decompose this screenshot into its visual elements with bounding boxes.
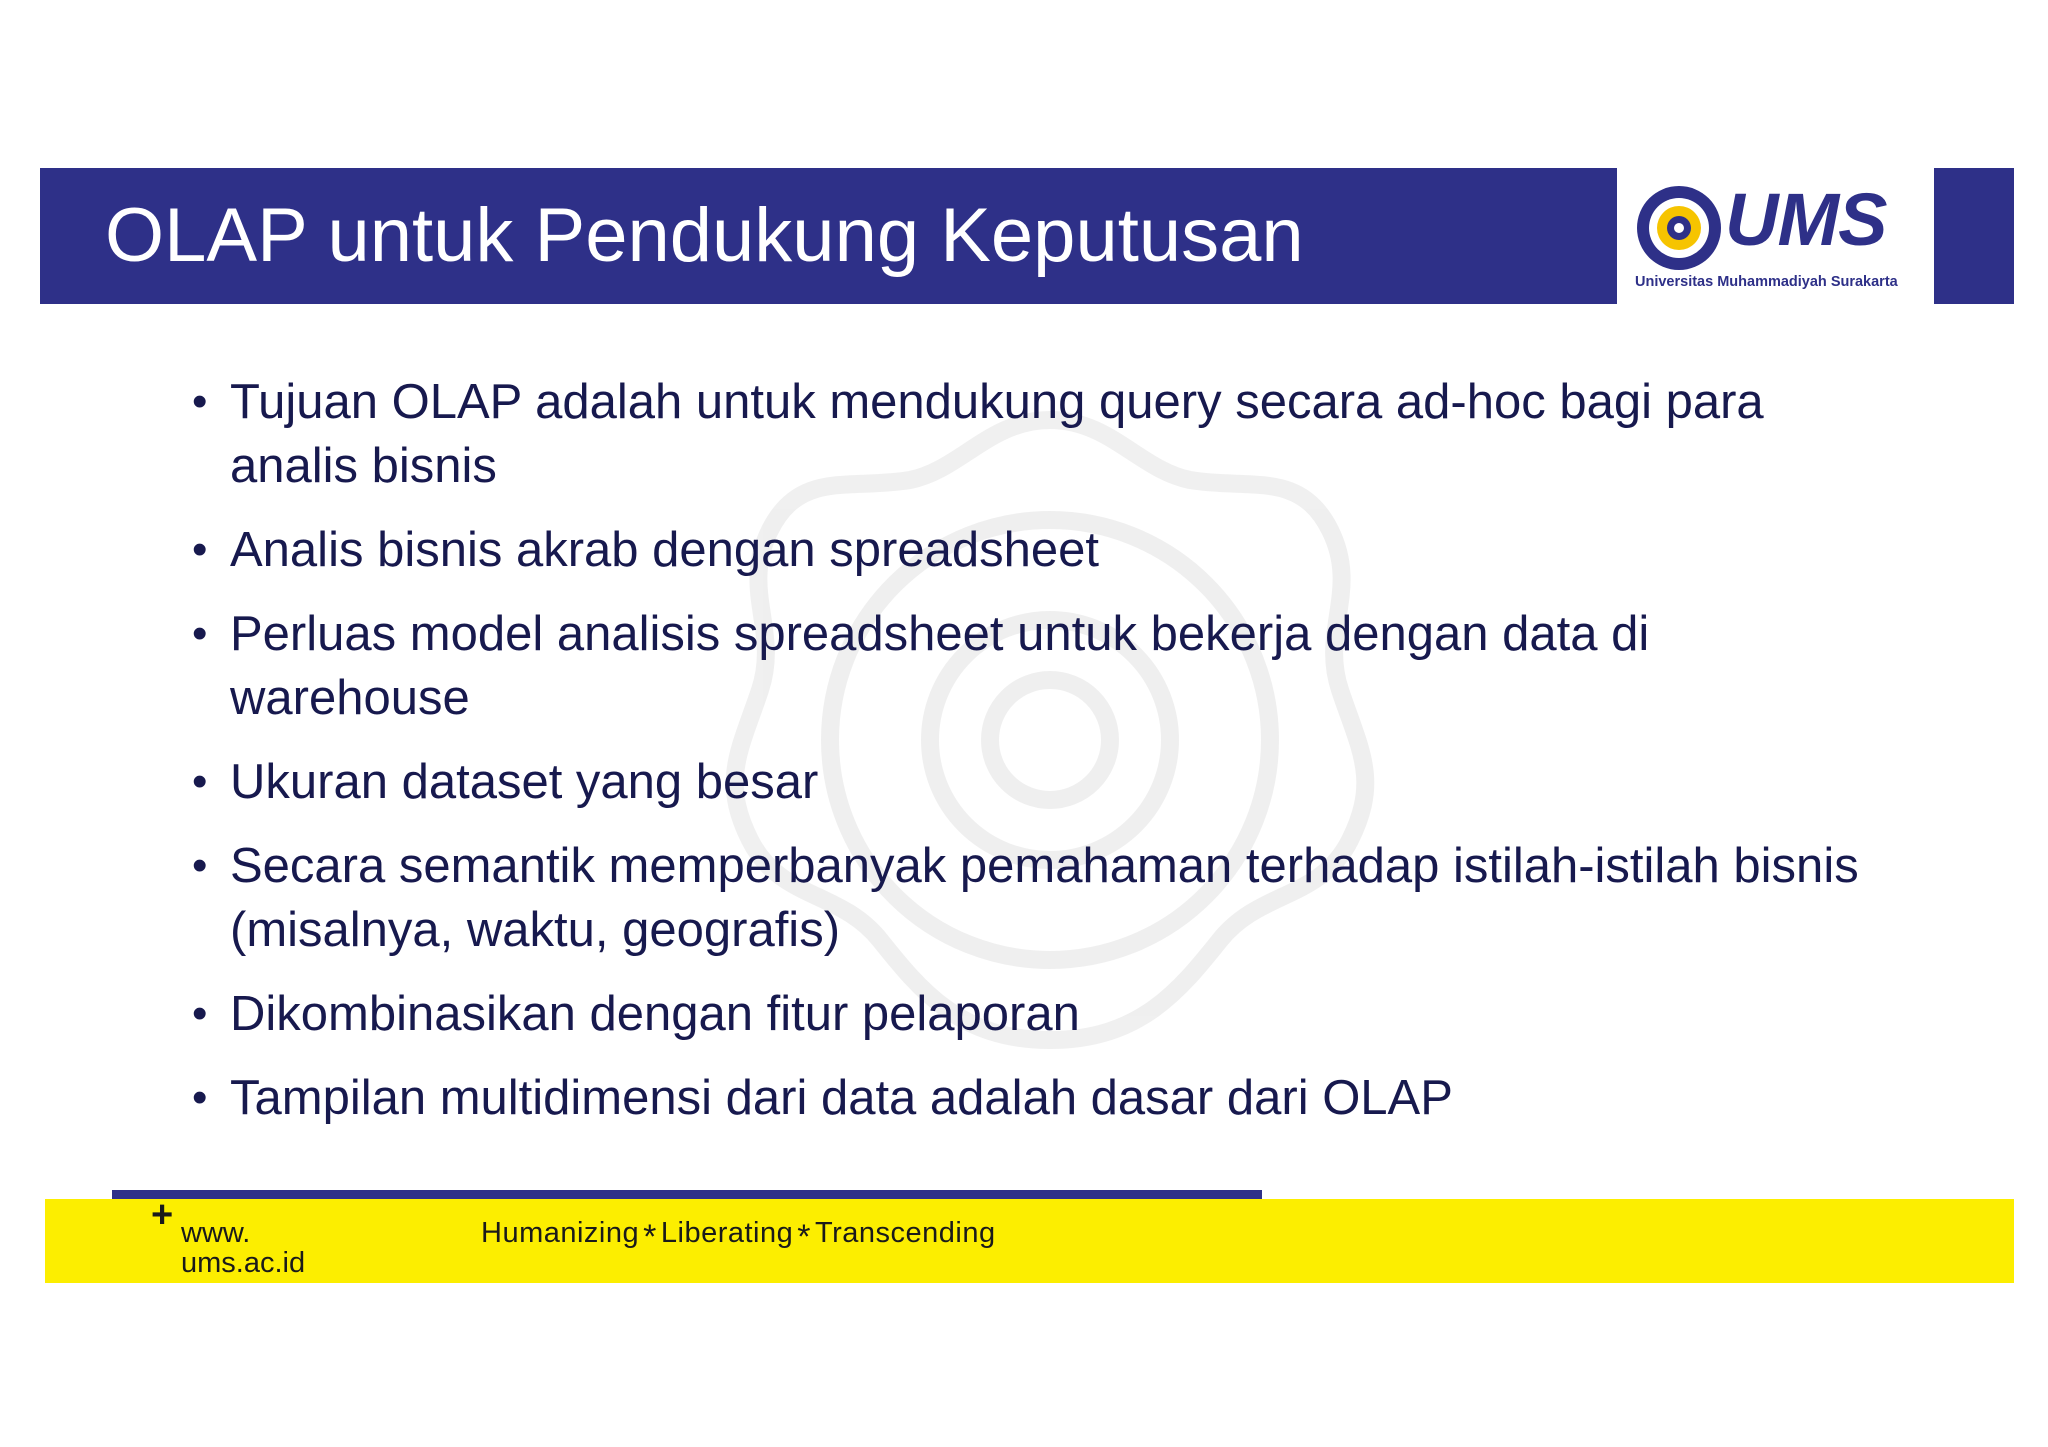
bullet-text: Tujuan OLAP adalah untuk mendukung query secara ad-hoc bagi para analis bisnis — [230, 375, 1764, 493]
bullet-icon: • — [192, 1073, 208, 1122]
footer-url-line2: ums.ac.id — [181, 1247, 306, 1279]
slide-title: OLAP untuk Pendukung Keputusan — [105, 193, 1304, 278]
bullet-text: Secara semantik memperbanyak pemahaman terhadap istilah-istilah bisnis (misalnya, waktu, geografis) — [230, 839, 1859, 957]
bullet-text: Analis bisnis akrab dengan spreadsheet — [230, 523, 1099, 577]
bullet-item — [188, 750, 1888, 814]
title-bar-right-block — [1934, 168, 2014, 304]
bullet-list — [188, 370, 1888, 1150]
bullet-icon: • — [192, 525, 208, 574]
motto-word: Humanizing — [481, 1217, 640, 1249]
footer-url-line1: www. — [181, 1217, 251, 1249]
ums-logo — [1623, 168, 1928, 304]
bullet-item — [188, 370, 1888, 498]
motto-word: Liberating — [660, 1217, 794, 1249]
plus-icon: + — [151, 1194, 174, 1236]
logo-subtitle: Universitas Muhammadiyah Surakarta — [1635, 274, 1898, 290]
footer-band — [45, 1199, 2014, 1283]
bullet-icon: • — [192, 377, 208, 426]
footer-divider — [112, 1190, 1262, 1199]
asterisk-icon: * — [643, 1218, 657, 1256]
bullet-icon: • — [192, 989, 208, 1038]
title-bar — [40, 168, 1617, 304]
bullet-icon: • — [192, 841, 208, 890]
bullet-text: Ukuran dataset yang besar — [230, 755, 819, 809]
bullet-icon: • — [192, 609, 208, 658]
asterisk-icon: * — [797, 1218, 811, 1256]
bullet-text: Dikombinasikan dengan fitur pelaporan — [230, 987, 1080, 1041]
logo-text: UMS — [1725, 178, 1887, 261]
bullet-item — [188, 518, 1888, 582]
university-seal-icon — [1635, 184, 1723, 272]
bullet-icon: • — [192, 757, 208, 806]
bullet-item — [188, 1066, 1888, 1130]
bullet-text: Perluas model analisis spreadsheet untuk bekerja dengan data di warehouse — [230, 607, 1650, 725]
bullet-item — [188, 982, 1888, 1046]
bullet-item — [188, 834, 1888, 962]
bullet-item — [188, 602, 1888, 730]
bullet-text: Tampilan multidimensi dari data adalah dasar dari OLAP — [230, 1071, 1453, 1125]
footer-motto — [481, 1217, 996, 1257]
motto-word: Transcending — [814, 1217, 996, 1249]
footer-website — [181, 1218, 305, 1278]
